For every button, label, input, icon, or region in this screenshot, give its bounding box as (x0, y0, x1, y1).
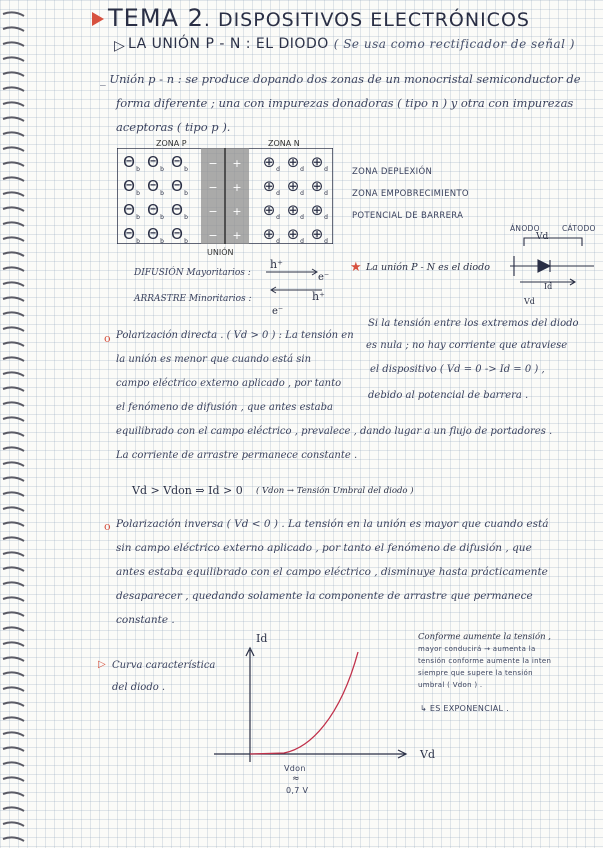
reverse-line-4: desaparecer , quedando solamente la componente de arrastre que permanece (116, 590, 533, 602)
donor-sub: d (276, 214, 280, 221)
spiral-coil (3, 447, 24, 451)
acceptor-ion: Θ (147, 153, 159, 171)
diode-note-text: La unión P - N es el diodo (366, 262, 490, 273)
spiral-coil (3, 102, 24, 106)
acceptor-ion: Θ (123, 177, 135, 195)
y-axis-label: Id (256, 632, 268, 645)
spiral-coil (3, 507, 24, 511)
curve-note-4: siempre que supere la tensión (418, 669, 533, 677)
e-minus-bottom: e⁻ (272, 306, 284, 317)
forward-line-4: el fenómeno de difusión , que antes estaba (116, 402, 333, 413)
star-icon: ★ (350, 260, 362, 275)
zero-bias-line-1: Si la tensión entre los extremos del diodo (368, 318, 579, 329)
forward-formula-note: ( Vdon → Tensión Umbral del diodo ) (256, 486, 414, 496)
donor-ion: ⊕ (286, 225, 300, 243)
depletion-pos: + (232, 229, 242, 242)
spiral-coil (3, 237, 24, 241)
donor-sub: d (300, 238, 304, 244)
spiral-coil (3, 702, 24, 706)
donor-ion: ⊕ (310, 201, 324, 219)
spiral-coil (3, 777, 24, 781)
spiral-binding (0, 0, 28, 848)
acceptor-sub: b (160, 238, 164, 244)
depletion-pos: + (232, 205, 242, 218)
intro-line-2: forma diferente ; una con impurezas donadoras ( tipo n ) y otra con impurezas (116, 96, 574, 110)
reverse-line-1: Polarización inversa ( Vd < 0 ) . La tensión en la unión es mayor que cuando está (116, 518, 549, 530)
forward-formula: Vd > Vdon ⇒ Id > 0 (132, 484, 243, 497)
acceptor-sub: b (184, 190, 188, 197)
curve-note-1: Conforme aumente la tensión , (418, 632, 551, 642)
spiral-coil (3, 657, 24, 661)
spiral-coil (3, 432, 24, 436)
spiral-coil (3, 222, 24, 226)
spiral-coil (3, 192, 24, 196)
spiral-coil (3, 372, 24, 376)
diffusion-label: DIFUSIÓN Mayoritarios : (134, 268, 251, 278)
acceptor-ion: Θ (123, 225, 135, 243)
e-minus-top: e⁻ (318, 272, 330, 283)
donor-sub: d (324, 190, 328, 197)
depletion-neg: − (208, 229, 218, 242)
spiral-coil (3, 792, 24, 796)
id-label: Id (544, 282, 553, 291)
spiral-coil (3, 732, 24, 736)
spiral-coil (3, 837, 24, 841)
h-plus-bottom: h⁺ (312, 290, 325, 303)
donor-sub: d (300, 214, 304, 221)
potencial-barrera: POTENCIAL DE BARRERA (352, 211, 464, 221)
pn-junction-diagram (117, 148, 333, 244)
spiral-coil (3, 612, 24, 616)
acceptor-sub: b (160, 166, 164, 173)
acceptor-ion: Θ (123, 201, 135, 219)
spiral-coil (3, 417, 24, 421)
depletion-neg: − (208, 205, 218, 218)
page-title (108, 4, 530, 32)
donor-sub: d (324, 238, 328, 244)
spiral-coil (3, 27, 24, 31)
forward-line-3: campo eléctrico externo aplicado , por tanto (116, 378, 342, 389)
zone-empobrecimiento: ZONA EMPOBRECIMIENTO (352, 189, 469, 199)
curve-label-line-1: Curva característica (112, 660, 216, 671)
acceptor-sub: b (160, 190, 164, 197)
spiral-coil (3, 342, 24, 346)
acceptor-ion: Θ (147, 201, 159, 219)
spiral-coil (3, 642, 24, 646)
acceptor-ion: Θ (171, 225, 183, 243)
iv-curve-plot (200, 630, 420, 770)
donor-sub: d (276, 166, 280, 173)
spiral-coil (3, 177, 24, 181)
acceptor-sub: b (136, 190, 140, 197)
spiral-coil (3, 312, 24, 316)
donor-ion: ⊕ (262, 177, 276, 195)
donor-ion: ⊕ (262, 225, 276, 243)
diode-symbol (508, 232, 600, 304)
curve-note-6: ↳ ES EXPONENCIAL . (420, 704, 509, 713)
donor-sub: d (324, 166, 328, 173)
depletion-pos: + (232, 157, 242, 170)
acceptor-ion: Θ (147, 225, 159, 243)
spiral-coil (3, 207, 24, 211)
spiral-coil (3, 282, 24, 286)
acceptor-sub: b (184, 238, 188, 244)
spiral-coil (3, 807, 24, 811)
donor-sub: d (300, 190, 304, 197)
curve-note-3: tensión conforme aumente la inten (418, 657, 552, 665)
donor-ion: ⊕ (262, 201, 276, 219)
spiral-coil (3, 267, 24, 271)
acceptor-ion: Θ (147, 177, 159, 195)
donor-sub: d (276, 238, 280, 244)
donor-ion: ⊕ (310, 153, 324, 171)
subtitle-note: ( Se usa como rectificador de señal ) (333, 37, 575, 51)
donor-ion: ⊕ (286, 153, 300, 171)
reverse-line-5: constante . (116, 614, 175, 626)
approx-symbol: ≈ (292, 774, 300, 784)
acceptor-ion: Θ (171, 177, 183, 195)
intro-line-3: aceptoras ( tipo p ). (116, 120, 231, 134)
acceptor-ion: Θ (123, 153, 135, 171)
acceptor-ion: Θ (171, 201, 183, 219)
forward-line-5: equilibrado con el campo eléctrico , prevalece , dando lugar a un flujo de portadores . (116, 426, 553, 437)
spiral-coil (3, 717, 24, 721)
subtitle-text: LA UNIÓN P - N : EL DIODO (128, 36, 329, 52)
forward-line-6: La corriente de arrastre permanece constante . (116, 450, 358, 461)
donor-ion: ⊕ (262, 153, 276, 171)
spiral-coil (3, 162, 24, 166)
reverse-line-2: sin campo eléctrico externo aplicado , por tanto el fenómeno de difusión , que (116, 542, 532, 554)
spiral-coil (3, 687, 24, 691)
zero-bias-line-2: es nula ; no hay corriente que atraviese (366, 340, 568, 351)
zone-n-label: ZONA N (268, 139, 300, 148)
spiral-coil (3, 522, 24, 526)
diode-triangle (538, 260, 550, 272)
donor-ion: ⊕ (286, 201, 300, 219)
spiral-coil (3, 672, 24, 676)
spiral-coil (3, 147, 24, 151)
subtitle-triangle-icon: ▷ (114, 38, 126, 54)
spiral-coil (3, 822, 24, 826)
spiral-coil (3, 402, 24, 406)
spiral-coil (3, 492, 24, 496)
depletion-pos: + (232, 181, 242, 194)
forward-line-1: Polarización directa . ( Vd > 0 ) : La tensión en (116, 330, 354, 341)
depletion-neg: − (208, 181, 218, 194)
spiral-coil (3, 627, 24, 631)
curve-note-5: umbral ( Vdon ) . (418, 681, 483, 689)
spiral-coil (3, 132, 24, 136)
iv-curve (250, 652, 358, 754)
reverse-bullet-icon: o (104, 520, 111, 533)
acceptor-sub: b (160, 214, 164, 221)
spiral-coil (3, 297, 24, 301)
reverse-line-3: antes estaba equilibrado con el campo eléctrico , disminuye hasta prácticamente (116, 566, 548, 578)
vd-label: Vd (536, 232, 549, 242)
zero-bias-line-3: el dispositivo ( Vd = 0 -> Id = 0 ) , (370, 364, 545, 375)
donor-ion: ⊕ (286, 177, 300, 195)
spiral-coil (3, 747, 24, 751)
acceptor-sub: b (184, 166, 188, 173)
spiral-coil (3, 552, 24, 556)
spiral-coil (3, 597, 24, 601)
acceptor-ion: Θ (171, 153, 183, 171)
spiral-coil (3, 357, 24, 361)
depletion-neg: − (208, 157, 218, 170)
donor-sub: d (300, 166, 304, 173)
donor-ion: ⊕ (310, 177, 324, 195)
forward-bullet-icon: o (104, 332, 111, 345)
donor-ion: ⊕ (310, 225, 324, 243)
donor-sub: d (276, 190, 280, 197)
union-label: UNIÓN (207, 248, 234, 257)
title-main: TEMA 2 (108, 4, 204, 32)
curve-label-line-2: del diodo . (112, 682, 166, 693)
spiral-coil (3, 12, 24, 16)
vd-bottom-label: Vd (524, 297, 535, 306)
spiral-coil (3, 87, 24, 91)
section-subtitle (128, 36, 575, 52)
intro-line-1: _ Unión p - n : se produce dopando dos zonas de un monocristal semiconductor de (100, 72, 581, 86)
zone-p-label: ZONA P (156, 139, 187, 148)
acceptor-sub: b (136, 166, 140, 173)
drift-label: ARRASTRE Minoritarios : (134, 294, 252, 304)
spiral-coil (3, 567, 24, 571)
vd-bracket (524, 238, 582, 246)
spiral-coil (3, 42, 24, 46)
acceptor-sub: b (136, 238, 140, 244)
acceptor-sub: b (136, 214, 140, 221)
forward-line-2: la unión es menor que cuando está sin (116, 354, 312, 365)
x-axis-label: Vd (420, 748, 435, 761)
spiral-coil (3, 537, 24, 541)
spiral-coil (3, 252, 24, 256)
spiral-coil (3, 387, 24, 391)
zero-bias-line-4: debido al potencial de barrera . (368, 390, 529, 401)
cathode-label: CÁTODO (562, 224, 596, 233)
anode-label: ÁNODO (510, 224, 540, 233)
spiral-coil (3, 582, 24, 586)
vdon-label: Vdon (284, 764, 306, 773)
spiral-coil (3, 462, 24, 466)
spiral-coil (3, 57, 24, 61)
spiral-coil (3, 327, 24, 331)
h-plus-top: h⁺ (270, 258, 283, 271)
spiral-coil (3, 72, 24, 76)
curve-bullet-icon: ▷ (98, 659, 106, 670)
title-arrow-icon (92, 12, 104, 26)
title-rest: . DISPOSITIVOS ELECTRÓNICOS (203, 9, 530, 31)
acceptor-sub: b (184, 214, 188, 221)
curve-note-2: mayor conducirá → aumenta la (418, 645, 536, 653)
spiral-coil (3, 762, 24, 766)
spiral-coil (3, 477, 24, 481)
donor-sub: d (324, 214, 328, 221)
spiral-coil (3, 117, 24, 121)
zone-deplexion: ZONA DEPLEXIÓN (352, 167, 433, 177)
vdon-value: 0,7 V (286, 786, 309, 795)
